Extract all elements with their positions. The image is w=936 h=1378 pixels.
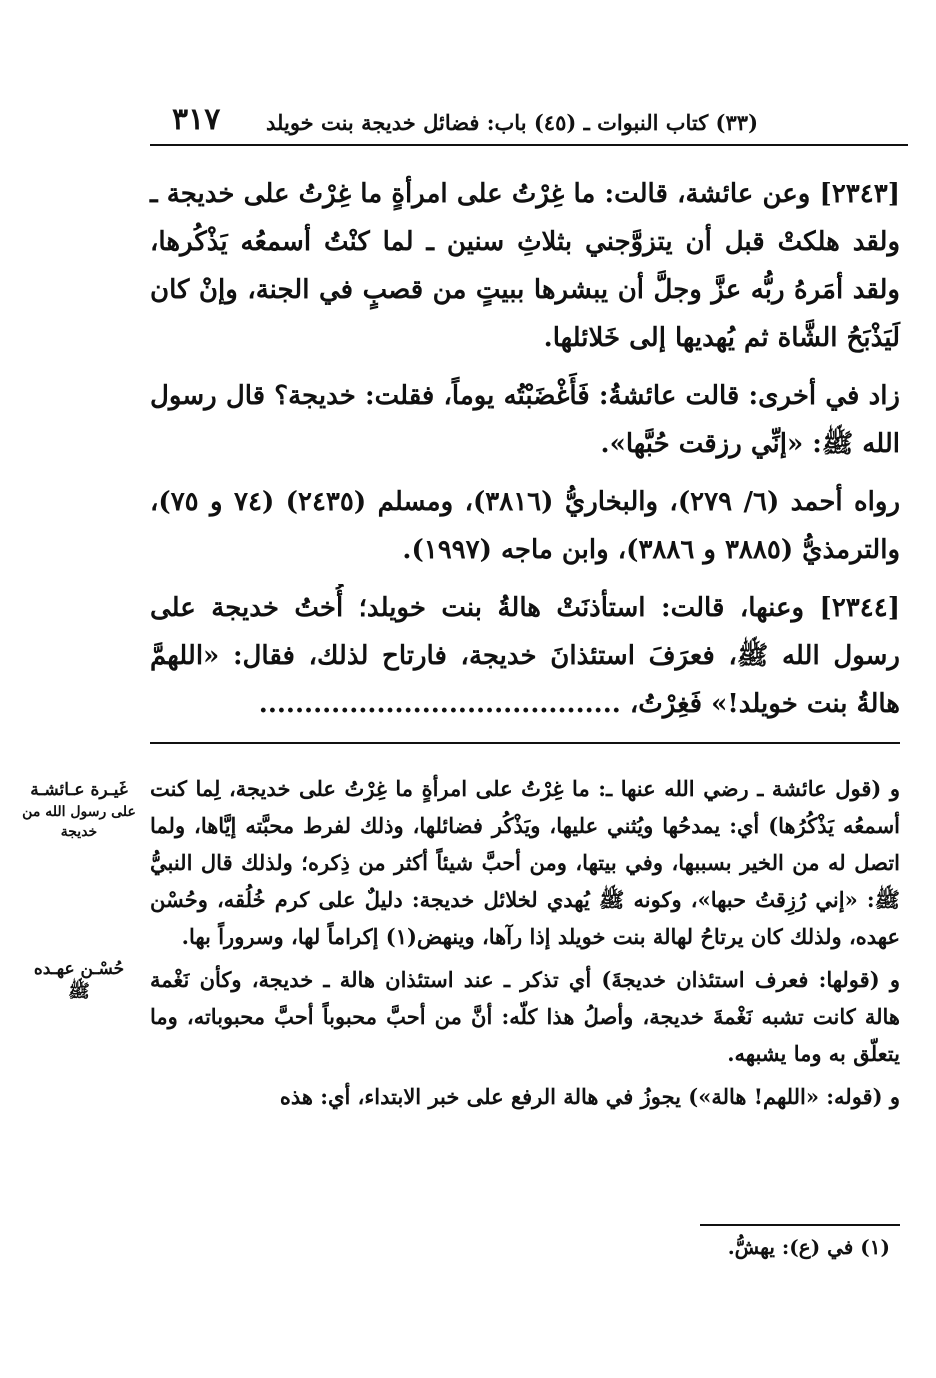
hadith-2343: [٢٣٤٣] وعن عائشة، قالت: ما غِرْتُ على امرأةٍ ما غِرْتُ على خديجة ـ ولقد هلكتْ قبل أن يتزوَّجني بثلاثِ سنين ـ لما كنْتُ أسمعُه يَذْكُرها، ولقد أمَرهُ ربُّه عزَّ وجلَّ أن يبشرها ببيتٍ من قصبٍ في الجنة، وإنْ كان لَيَذْبَحُ الشَّاة ثم يُهديها إلى خَلائلها. [150,179,900,353]
footnote-divider [700,1224,900,1226]
hadith-2344: [٢٣٤٤] وعنها، قالت: استأذنَتْ هالةُ بنت خويلد؛ أُختُ خديجة على رسول الله ﷺ، فعرَفَ استئذانَ خديجة، فارتاح لذلك، فقال: «اللهمَّ هالةُ بنت خويلد!» فَغِرْتُ، ........................................ [150,593,900,719]
page-header [150,100,908,146]
commentary-paragraph: و (قولها: فعرف استئذان خديجةَ) أي تذكر ـ عند استئذان هالة ـ خديجة، وكأن نَغْمة هالة كانت تشبه نَغْمةَ خديجة، وأصلُ هذا كلّه: أنَّ من أحبَّ محبوباً أحبَّ محبوباته، وما يتعلّق به وما يشبهه. [150,967,900,1066]
commentary-paragraph: و (قوله: «اللهم! هالة») يجوزُ في هالة الرفع على خبر الابتداء، أي: هذه [279,1084,900,1109]
page-number: ٣١٧ [172,102,221,137]
commentary-text [150,770,900,1121]
margin-note-jealousy [20,778,138,842]
margin-note-title: حُسْـن عهـده [33,959,125,979]
main-text [150,170,900,738]
running-title: (٣٣) كتاب النبوات ـ (٤٥) باب: فضائل خديجة بنت خويلد [266,110,758,135]
narration-sources: رواه أحمد (٦/ ٢٧٩)، والبخاريُّ (٣٨١٦)، ومسلم (٢٤٣٥) (٧٤ و ٧٥)، والترمذيُّ (٣٨٨٥ و ٣٨٨٦)، وابن ماجه (١٩٩٧). [150,487,901,565]
section-divider [150,742,900,744]
commentary-paragraph: و (قول عائشة ـ رضي الله عنها ـ: ما غِرْتُ على امرأةٍ ما غِرْتُ على خديجة، لِما كنت أسمعُه يَذْكُرُها) أي: يمدحُها ويُثني عليها، ويَذْكُر فضائلها، وذلك لفرط محبَّته إيَّاها، ولما اتصل له من الخير بسببها، وفي بيتها، ومن أحبَّ شيئاً أكثر من ذِكره؛ ولذلك قال النبيُّ ﷺ: «إني رُزِقتُ حبها»، وكونه ﷺ يُهدي لخلائل خديجة: دليلٌ على كرم خُلُقه، وحُسْن عهده، ولذلك كان يرتاحُ لهالة بنت خويلد إذا رآها، وينهض(١) إكراماً لها، وسروراً بها. [150,776,900,949]
footnote: (١) في (ع): يهشُّ. [727,1235,890,1259]
margin-note-subtitle: على رسول الله من خديجة [22,804,136,840]
margin-note-good-covenant [20,957,138,1003]
margin-note-title: غَيـرة عـائشـة [30,780,128,800]
hadith-addition: زاد في أخرى: قالت عائشةُ: فَأَغْضَبْتُه يوماً، فقلت: خديجة؟ قال رسول الله ﷺ: «إنِّي رزقت حُبَّها». [150,381,900,459]
salutation-seal-icon: ﷺ [68,981,90,1002]
